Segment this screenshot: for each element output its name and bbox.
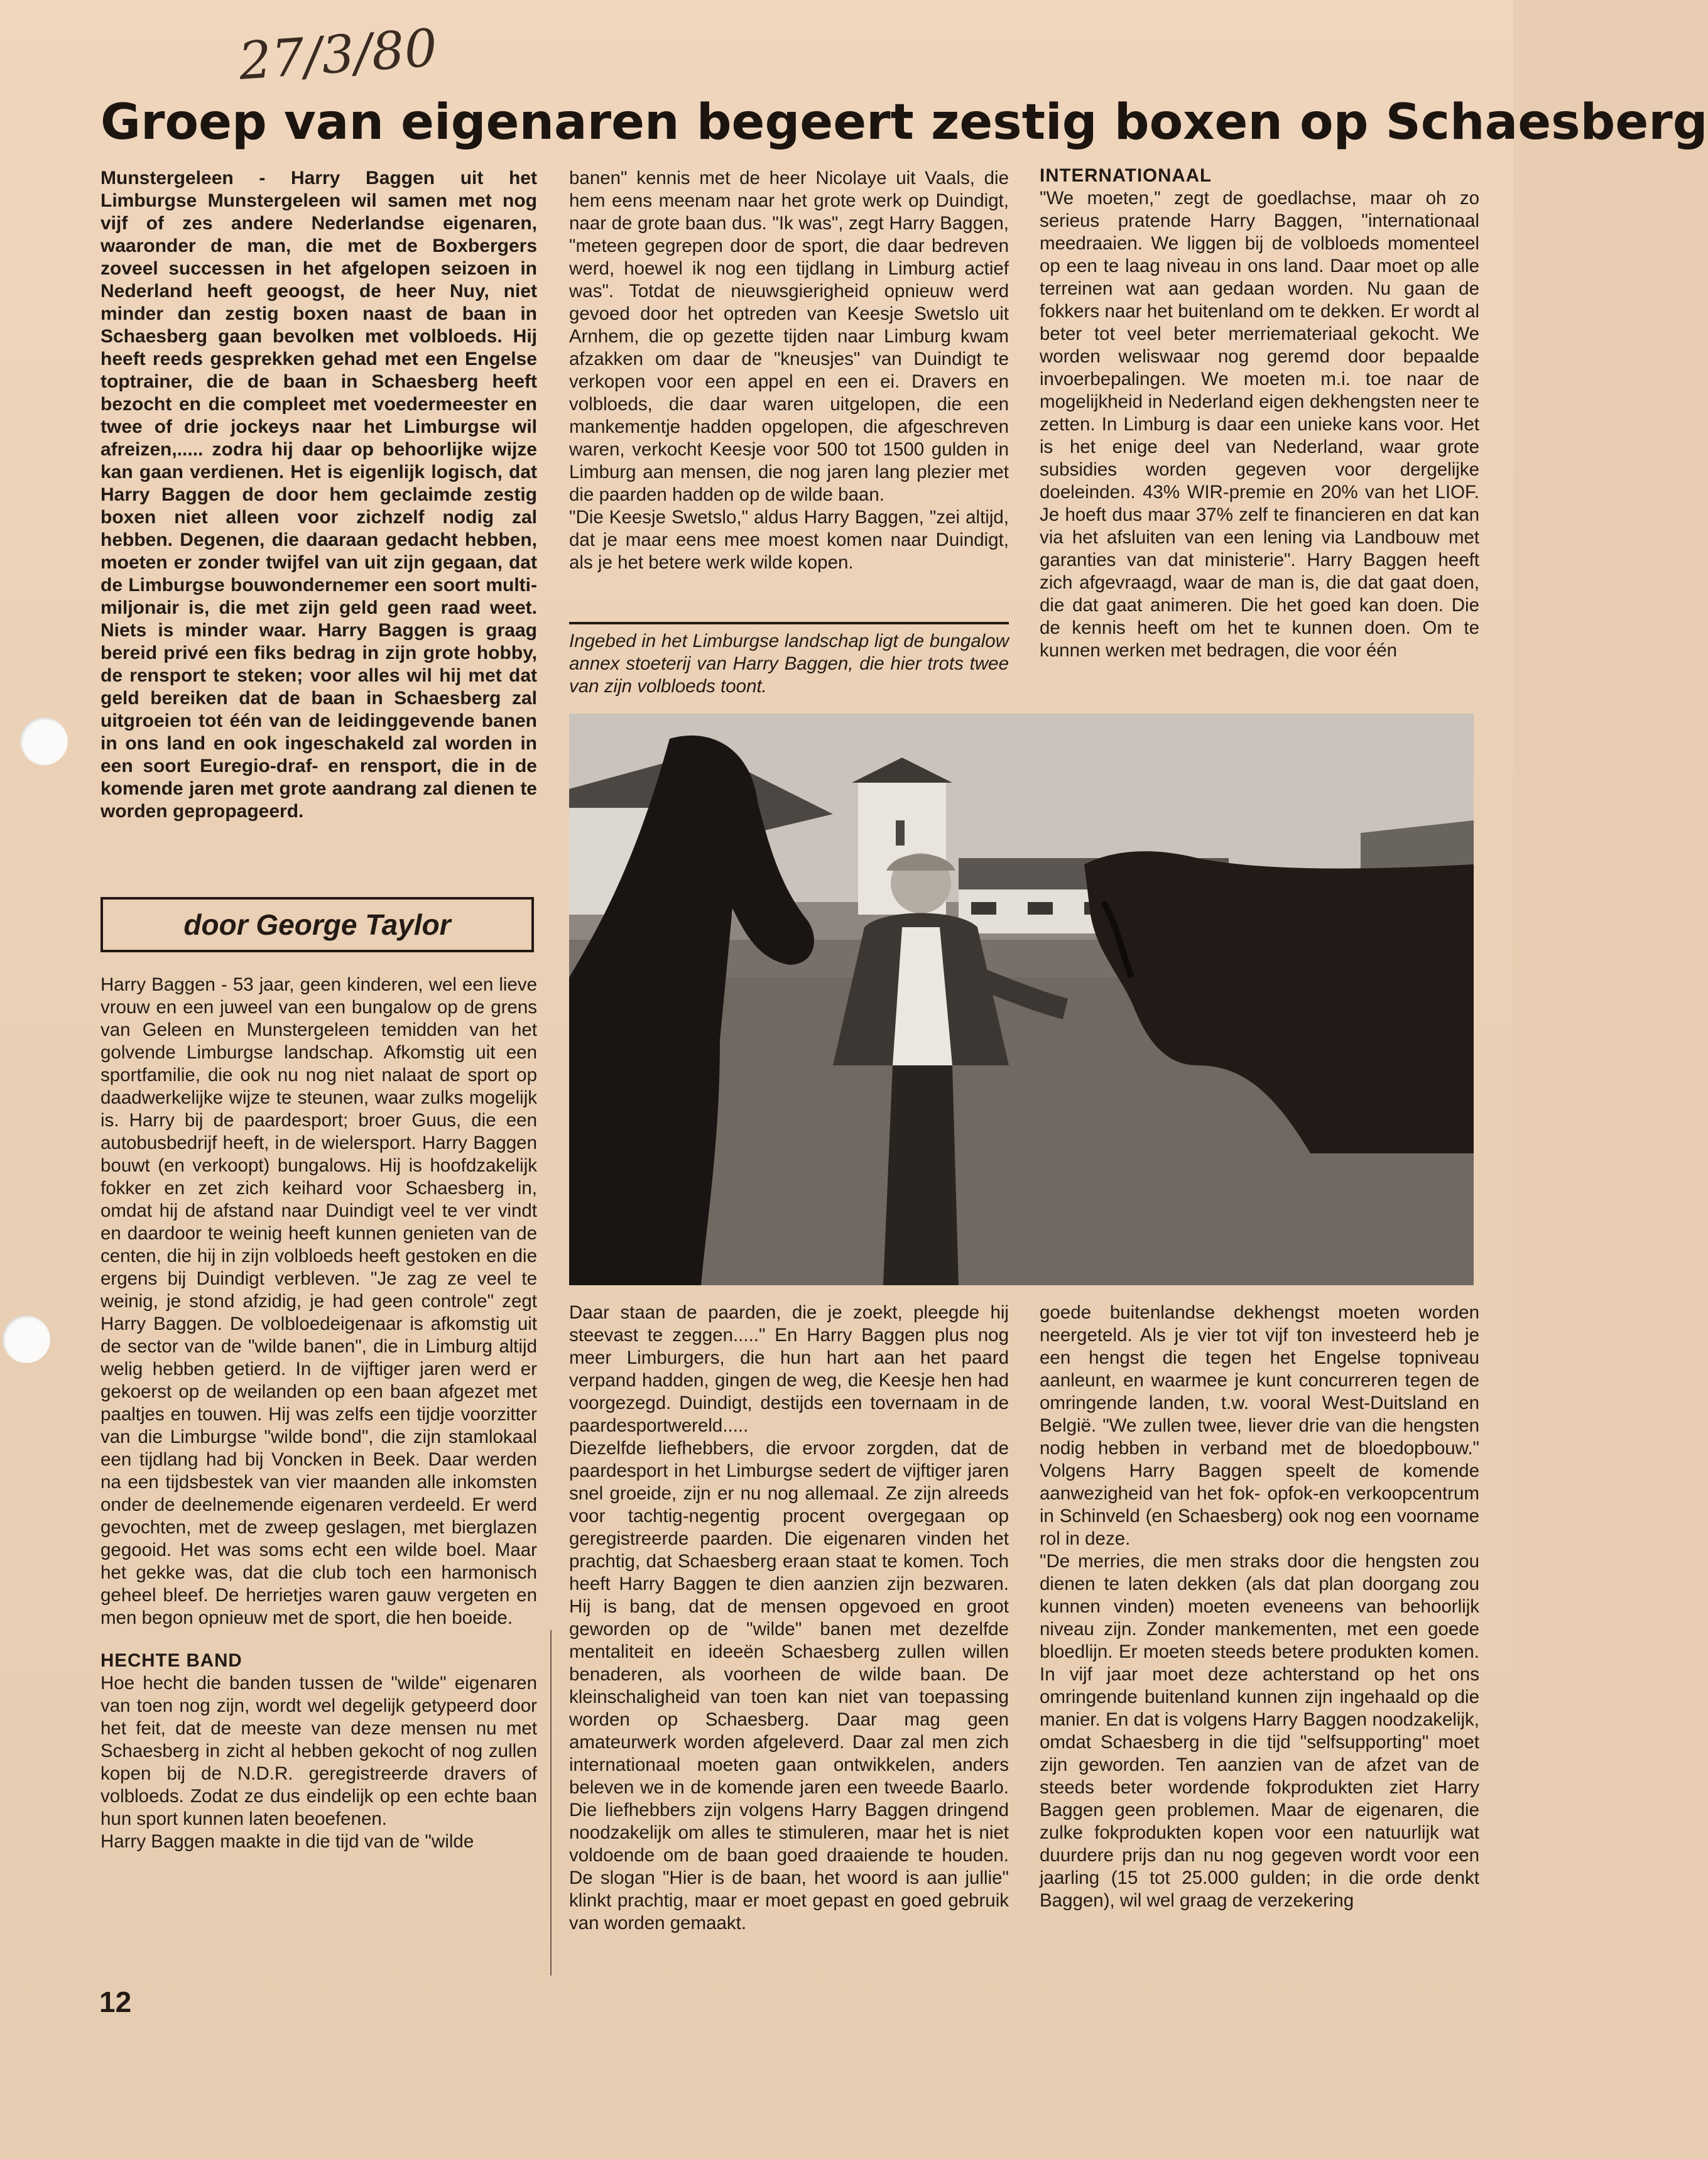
body-paragraph: "Die Keesje Swetslo," aldus Harry Baggen, "zei altijd, dat je maar eens mee moest komen naar Duindigt, als je het betere werk wilde kopen. [569, 507, 1009, 573]
column-3-top [1040, 165, 1479, 662]
column-3-bottom [1040, 1302, 1479, 1912]
body-paragraph: Harry Baggen maakte in die tijd van de "wilde [101, 1831, 474, 1852]
photo-illustration [569, 714, 1474, 1285]
body-paragraph: goede buitenlandse dekhengst moeten worden neergeteld. Als je vier tot vijf ton investeerd heb je een hengst die tegen het Engelse topniveau aanleunt, en waarmee je kunt concurreren tegen de omringende landen, t.w. vooral West-Duitsland en België. "We zullen twee, liever drie van die hengsten nodig hebben in verband met de bloedopbouw." Volgens Harry Baggen speelt de komende aanwezigheid van het fok- opfok-en verkoopcentrum in Schinveld (en Schaesberg) ook nog een voorname rol in deze. [1040, 1302, 1479, 1549]
byline: door George Taylor [183, 908, 451, 941]
body-paragraph: banen" kennis met de heer Nicolaye uit Vaals, die hem eens meenam naar het grote werk op Duindigt, naar de grote baan dus. "Ik was", zegt Harry Baggen, "meteen gegrepen door de sport, die daar bedreven werd, hoewel ik nog een tijdlang in Limburg actief was". Totdat de nieuwsgierigheid opnieuw werd gevoed door het optreden van Keesje Swetslo uit Arnhem, die op gezette tijden naar Limburg kwam afzakken om daar de "kneusjes" van Duindigt te verkopen voor een appel en een ei. Dravers en volbloeds, die daar waren uitgelopen, die een mankementje hadden opgelopen, die afgeschreven waren, verkocht Keesje voor 500 tot 1500 gulden in Limburg aan mensen, die nog jaren lang plezier met die paarden hadden op de wilde baan. [569, 168, 1009, 505]
lead-paragraph: Munstergeleen - Harry Baggen uit het Limburgse Munstergeleen wil samen met nog vijf of zes andere Nederlandse eigenaren, waaronder de man, die met de Boxbergers zoveel successen in het afgelopen seizoen in Nederland heeft geoogst, de heer Nuy, niet minder dan zestig boxen naast de baan in Schaesberg gaan bevolken met volbloeds. Hij heeft reeds gesprekken gehad met een Engelse toptrainer, die de baan in Schaesberg heeft bezocht en die compleet met voedermeester en twee of drie jockeys naar het Limburgse wil afreizen,..... zodra hij daar op behoorlijke wijze kan gaan verdienen. Het is eigenlijk logisch, dat Harry Baggen de door hem geclaimde zestig boxen niet alleen voor zichzelf nodig zal hebben. Degenen, die daaraan gedacht hebben, moeten er zonder twijfel van uit zijn gegaan, dat de Limburgse bouwondernemer een soort multi-miljonair is, die met zijn geld geen raad weet. Niets is minder waar. Harry Baggen is graag bereid privé een fiks bedrag in zijn grote hobby, de rensport te steken; voor alles wil hij met dat geld bereiken dat de baan in Schaesberg zal uitgroeien tot één van de leidinggevende banen in ons land en ook ingeschakeld zal worden in een soort Euregio-draf- en rensport, die in de komende jaren met grote aandrang zal dienen te worden gepropageerd. [101, 168, 537, 822]
column-2-bottom [569, 1302, 1009, 1935]
column-2-top [569, 167, 1009, 574]
page-number: 12 [99, 1986, 132, 2018]
photo-horses-stable [569, 714, 1474, 1285]
body-paragraph: Harry Baggen - 53 jaar, geen kinderen, wel een lieve vrouw en een juweel van een bungalow op de grens van Geleen en Munstergeleen temidden van het golvende Limburgse landschap. Afkomstig uit een sportfamilie, die ook nu nog niet nalaat de sport op daadwerkelijke wijze te steunen, waar zulks mogelijk is. Harry bij de paardesport; broer Guus, die een autobusbedrijf heeft, in de wielersport. Harry Baggen bouwt (en verkoopt) bungalows. Hij is hoofdzakelijk fokker en zet zich keihard voor Schaesberg in, omdat hij de afstand naar Duindigt veel te ver vindt en daardoor te weinig heeft kunnen genieten van de centen, die hij in zijn volbloeds heeft gestoken en die ergens bij Duindigt verbleven. "Je zag ze veel te weinig, je stond afzidig, je had geen controle" zegt Harry Baggen. De volbloedeigenaar is afkomstig uit de sector van de "wilde banen", die in Limburg altijd welig hebben getierd. In de vijftiger jaren werd er gekoerst op de weilanden op een baan afgezet met paaltjes en touwen. Hij was zelfs een tijdje voorzitter van die Limburgse "wilde bond", die zijn stamlokaal een tijdlang had bij Voncken in Beek. Daar werden na een tijdsbestek van vier maanden alle inkomsten onder de deelnemende eigenaren verdeeld. Er werd gevochten, met de zweep geslagen, met bierglazen gegooid. Het was soms echt een wilde boel. Maar het gekke was, dat die club toch een harmonisch geheel bleef. De herrietjes waren gauw vergeten en men begon opnieuw met de sport, die hen boeide. [101, 974, 537, 1628]
photo-caption: Ingebed in het Limburgse landschap ligt de bungalow annex stoeterij van Harry Baggen, die hier trots twee van zijn volbloeds toont. [569, 631, 1009, 697]
body-paragraph: "De merries, die men straks door die hengsten zou dienen te laten dekken (als dat plan doorgang zou kunnen vinden) moeten eveneens van behoorlijk niveau zijn. Zonder mankementen, met een goede bloedlijn. Er moeten steeds betere produkten komen. In vijf jaar moet deze achterstand op het ons omringende buitenland kunnen zijn ingehaald op die manier. En dat is volgens Harry Baggen noodzakelijk, omdat Schaesberg in die tijd "selfsupporting" moet zijn geworden. Ten aanzien van de afzet van de steeds beter wordende fokprodukten ziet Harry Baggen geen problemen. Maar de eigenaren, die zulke fokprodukten kopen voor een natuurlijk wat duurdere prijs dan nu nog gegeven wordt voor een jaarling (15 tot 25.000 gulden; in die orde denkt Baggen), wil wel graag de verzekering [1040, 1551, 1479, 1911]
column-1-body [101, 974, 537, 1853]
subhead-internationaal: INTERNATIONAAL [1040, 165, 1212, 186]
lead-column [101, 167, 537, 823]
body-paragraph: Hoe hecht die banden tussen de "wilde" eigenaren van toen nog zijn, wordt wel degelijk getypeerd door het feit, dat de meeste van deze mensen nu met Schaesberg in zicht al hebben gekocht of nog zullen kopen bij de N.D.R. geregistreerde dravers of volbloeds. Zodat ze dus eindelijk op een echte baan hun sport kunnen laten beoefenen. [101, 1673, 537, 1829]
subhead-hechte-band: HECHTE BAND [101, 1650, 242, 1671]
byline-box [101, 897, 534, 952]
body-paragraph: Diezelfde liefhebbers, die ervoor zorgden, dat de paardesport in het Limburgse sedert de vijftiger jaren snel groeide, zijn er nu nog allemaal. Ze zijn alreeds voor tachtig-negentig procent overgegaan op geregistreerde paarden. Die eigenaren vinden het prachtig, dat Schaesberg eraan staat te komen. Toch heeft Harry Baggen te dien aanzien zijn bezwaren. Hij is bang, dat de mensen opgevoed en groot geworden op de "wilde" banen met dezelfde mentaliteit en ideeën Schaesberg zullen willen benaderen, als voorheen de wilde baan. De kleinschaligheid van toen kan niet van toepassing worden op Schaesberg. Daar mag geen amateurwerk worden afgeleverd. Daar zal men zich internationaal moeten gaan ontwikkelen, anders beleven we in de komende jaren een tweede Baarlo. Die liefhebbers zijn volgens Harry Baggen dringend noodzakelijk om alles te stimuleren, maar het is niet voldoende om de baan goed draaiende te houden. De slogan "Hier is de baan, het woord is aan jullie" klinkt prachtig, maar er moet gepast en goed gebruik van worden gemaakt. [569, 1438, 1009, 1933]
body-paragraph: "We moeten," zegt de goedlachse, maar oh zo serieus pratende Harry Baggen, "internationaal meedraaien. We liggen bij de volbloeds momenteel op een te laag niveau in ons land. Daar moet op alle terreinen wat aan gedaan worden. Nu gaan de fokkers naar het buitenland om te dekken. Er wordt al beter tot veel beter merriemateriaal gekocht. We worden weliswaar nog geremd door bepaalde invoerbepalingen. We moeten m.i. toe naar de mogelijkheid in Nederland eigen dekhengsten neer te zetten. In Limburg is daar een unieke kans voor. Het is het enige deel van Nederland, waar grote subsidies worden gegeven voor dergelijke doeleinden. 43% WIR-premie en 20% van het LIOF. Je hoeft dus maar 37% zelf te financieren en dat kan via het afsluiten van een lening via Landbouw met garanties van dat ministerie". Harry Baggen heeft zich afgevraagd, waar de man is, die dat gaat doen, die dat gaat animeren. Die het goed kan doen. Die de kennis heeft om het te kunnen doen. Om te kunnen werken met bedragen, die voor één [1040, 188, 1479, 661]
punch-hole [20, 717, 68, 765]
column-rule [550, 1630, 552, 1976]
body-paragraph: Daar staan de paarden, die je zoekt, pleegde hij steevast te zeggen....." En Harry Baggen plus nog meer Limburgers, die hun hart aan het paard verpand hadden, gingen de weg, die Keesje hen had voorgezegd. Duindigt, destijds een tovernaam in de paardesportwereld..... [569, 1302, 1009, 1436]
handwritten-date: 27/3/80 [237, 18, 440, 92]
caption-rule [569, 622, 1009, 624]
headline: Groep van eigenaren begeert zestig boxen op Schaesberg [101, 94, 1708, 151]
punch-hole [3, 1315, 50, 1363]
